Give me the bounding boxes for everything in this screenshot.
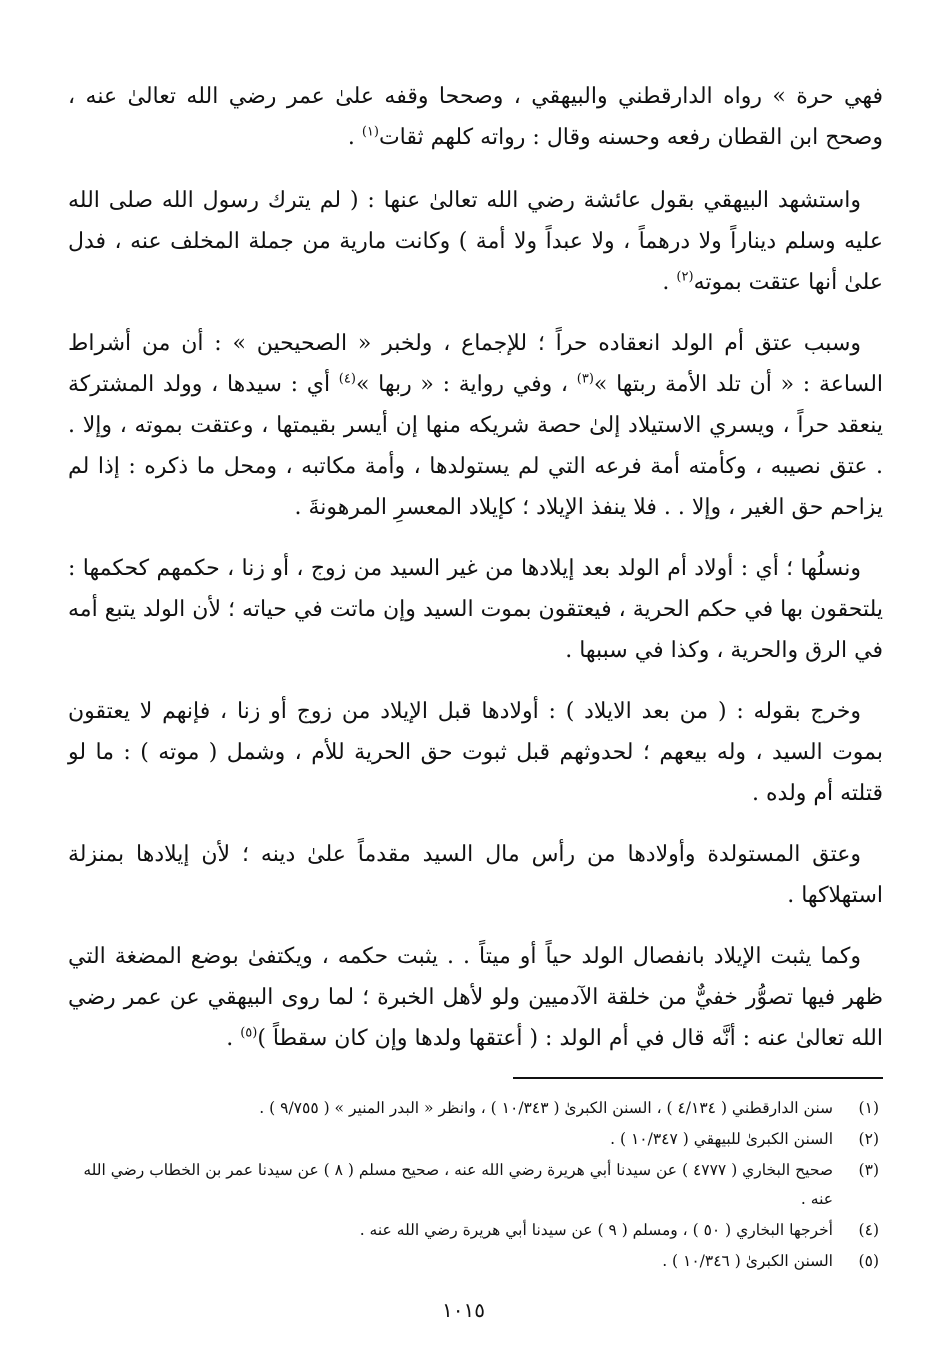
paragraph-7-tail: . — [226, 1026, 241, 1051]
footnote-text: صحيح البخاري ( ٤٧٧٧ ) عن سيدنا أبي هريرة رضي الله عنه ، صحيح مسلم ( ٨ ) عن سيدنا عمر بن الخطاب رضي الله عنه . — [83, 1161, 833, 1208]
paragraph-2-text: واستشهد البيهقي بقول عائشة رضي الله تعالىٰ عنها : ( لم يترك رسول الله صلى الله عليه وسلم ديناراً ولا درهماً ، ولا عبداً ولا أمة ) وكانت مارية من جملة المخلف عنه ، فدل علىٰ أنها عتقت بموته — [68, 188, 883, 295]
paragraph-1 — [68, 76, 883, 158]
paragraph-5 — [68, 691, 883, 814]
footnote-ref-2[interactable]: (٢) — [676, 269, 694, 285]
footnote-number: (٥) — [858, 1252, 879, 1270]
paragraph-6 — [68, 834, 883, 916]
paragraph-3 — [68, 323, 883, 528]
footnote-text: السنن الكبرىٰ ( ١٠/٣٤٦ ) . — [662, 1252, 833, 1270]
paragraph-5-text: وخرج بقوله : ( من بعد الايلاد ) : أولادها قبل الإيلاد من زوج أو زنا ، فإنهم لا يعتقون بموت السيد ، وله بيعهم ؛ لحدوثهم قبل ثبوت حق الحرية للأم ، وشمل ( موته ) : ما لو قتلته أم ولده . — [68, 699, 883, 806]
footnote-ref-3[interactable]: (٣) — [576, 371, 594, 387]
footnote-number: (٣) — [858, 1161, 879, 1179]
footnote-divider — [513, 1077, 883, 1079]
footnote-number: (٤) — [858, 1221, 879, 1239]
paragraph-7 — [68, 936, 883, 1059]
footnote-text: سنن الدارقطني ( ٤/١٣٤ ) ، السنن الكبرىٰ ( ١٠/٣٤٣ ) ، وانظر « البدر المنير » ( ٩/٧٥٥ ) . — [259, 1099, 833, 1117]
footnote-3 — [68, 1156, 883, 1214]
paragraph-7-text: وكما يثبت الإيلاد بانفصال الولد حياً أو ميتاً . . يثبت حكمه ، ويكتفىٰ بوضع المضغة التي ظهر فيها تصوُّر خفيٌّ من خلقة الآدميين ولو لأهل الخبرة ؛ لما روى البيهقي عن عمر رضي الله تعالىٰ عنه : أنَّه قال في أم الولد : ( أعتقها ولدها وإن كان سقطاً ) — [68, 944, 883, 1051]
footnote-2 — [68, 1125, 883, 1154]
footnote-ref-1[interactable]: (١) — [361, 124, 379, 140]
paragraph-1-text: فهي حرة » رواه الدارقطني والبيهقي ، وصححا وقفه علىٰ عمر رضي الله تعالىٰ عنه ، وصحح ابن القطان رفعه وحسنه وقال : رواته كلهم ثقات — [68, 84, 883, 150]
footnote-number: (٢) — [858, 1130, 879, 1148]
footnote-number: (١) — [858, 1099, 879, 1117]
paragraph-2 — [68, 180, 883, 303]
footnote-4 — [68, 1216, 883, 1245]
paragraph-4 — [68, 548, 883, 671]
footnote-1 — [68, 1094, 883, 1123]
footnote-5 — [68, 1247, 883, 1276]
main-text — [68, 76, 883, 1079]
footnote-ref-5[interactable]: (٥) — [240, 1025, 258, 1041]
footnotes-list — [68, 1094, 883, 1278]
footnote-ref-4[interactable]: (٤) — [338, 371, 356, 387]
paragraph-2-tail: . — [662, 270, 677, 295]
footnote-text: أخرجها البخاري ( ٥٠ ) ، ومسلم ( ٩ ) عن سيدنا أبي هريرة رضي الله عنه . — [359, 1221, 833, 1239]
page-number: ١٠١٥ — [442, 1298, 485, 1322]
paragraph-1-tail: . — [347, 125, 362, 150]
paragraph-6-text: وعتق المستولدة وأولادها من رأس مال السيد مقدماً علىٰ دينه ؛ لأن إيلادها بمنزلة استهلاكها . — [68, 842, 883, 908]
paragraph-3-part-2: ، وفي رواية : « ربها » — [355, 372, 577, 397]
footnote-text: السنن الكبرىٰ للبيهقي ( ١٠/٣٤٧ ) . — [610, 1130, 833, 1148]
paragraph-3-part-3: أي : سيدها ، وولد المشتركة ينعقد حراً ، ويسري الاستيلاد إلىٰ حصة شريكه منها إن أيسر بقيمتها ، وعتقت بموته ، وإلا . . عتق نصيبه ، وكأمته أمة فرعه التي لم يستولدها ، وأمة مكاتبه ، ومحل ما ذكره : إذا لم يزاحم حق الغير ، وإلا . . فلا ينفذ الإيلاد ؛ كإيلاد المعسرِ المرهونةَ . — [68, 372, 883, 520]
paragraph-3-part-1: وسبب عتق أم الولد انعقاده حراً ؛ للإجماع ، ولخبر « الصحيحين » : أن من أشراط الساعة : « أن تلد الأمة ربتها » — [68, 331, 884, 397]
paragraph-4-text: ونسلُها ؛ أي : أولاد أم الولد بعد إيلادها من غير السيد من زوج ، أو زنا ، حكمهم كحكمها : يلتحقون بها في حكم الحرية ، فيعتقون بموت السيد وإن ماتت في حياته ؛ لأن الولد يتبع أمه في الرق والحرية ، وكذا في سببها . — [68, 556, 884, 663]
